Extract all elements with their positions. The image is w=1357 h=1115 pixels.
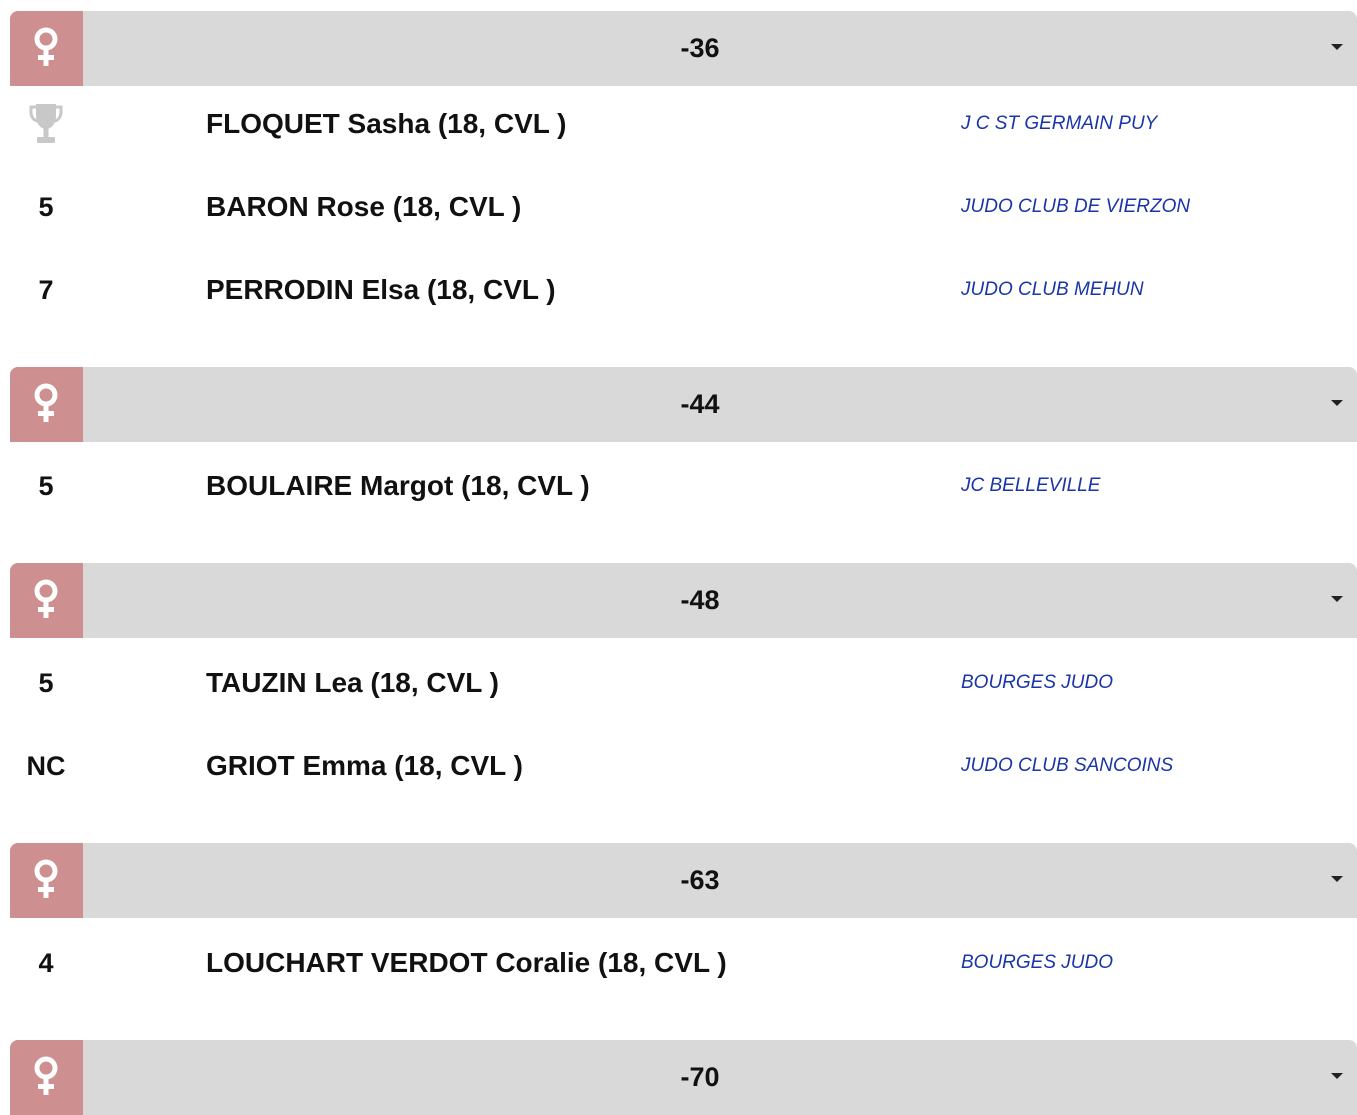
club-name: JUDO CLUB SANCOINS <box>961 755 1174 776</box>
result-row <box>0 177 1357 237</box>
result-row <box>0 933 1357 993</box>
club-name: JUDO CLUB MEHUN <box>961 279 1144 300</box>
athlete-name: GRIOT Emma (18, CVL ) <box>206 750 523 781</box>
result-row <box>0 653 1357 713</box>
athlete-name: BOULAIRE Margot (18, CVL ) <box>206 470 590 501</box>
female-icon <box>32 1055 60 1101</box>
caret-down-icon[interactable] <box>1331 400 1343 406</box>
female-tab <box>10 563 83 638</box>
category-title: -36 <box>680 33 720 63</box>
caret-down-icon[interactable] <box>1331 44 1343 50</box>
rank-cell: 5 <box>38 470 54 501</box>
caret-down-icon[interactable] <box>1331 876 1343 882</box>
athlete-name: PERRODIN Elsa (18, CVL ) <box>206 274 556 305</box>
caret-down-icon[interactable] <box>1331 596 1343 602</box>
category-header[interactable] <box>10 1040 1357 1115</box>
club-name: JUDO CLUB DE VIERZON <box>961 196 1191 217</box>
club-name: BOURGES JUDO <box>961 672 1114 693</box>
result-row <box>0 94 1357 154</box>
rank-cell: 4 <box>38 947 54 978</box>
result-row <box>0 456 1357 516</box>
rank-cell: 5 <box>38 667 54 698</box>
club-name: BOURGES JUDO <box>961 952 1114 973</box>
rank-cell: 5 <box>38 191 54 222</box>
category-title: -70 <box>680 1062 720 1092</box>
club-name: JC BELLEVILLE <box>961 475 1101 496</box>
athlete-name: FLOQUET Sasha (18, CVL ) <box>206 108 567 139</box>
category-header[interactable] <box>10 843 1357 918</box>
female-tab <box>10 843 83 918</box>
rank-cell <box>0 94 92 154</box>
female-icon <box>32 382 60 428</box>
female-icon <box>32 858 60 904</box>
category-title: -63 <box>680 865 720 895</box>
result-row <box>0 260 1357 320</box>
category-header[interactable] <box>10 563 1357 638</box>
rank-cell: NC <box>26 750 66 781</box>
female-icon <box>32 578 60 624</box>
category-title: -48 <box>680 585 720 615</box>
category-header[interactable] <box>10 11 1357 86</box>
female-icon <box>32 26 60 72</box>
club-name: J C ST GERMAIN PUY <box>961 113 1158 134</box>
female-tab <box>10 1040 83 1115</box>
athlete-name: LOUCHART VERDOT Coralie (18, CVL ) <box>206 947 727 978</box>
female-tab <box>10 11 83 86</box>
female-tab <box>10 367 83 442</box>
rank-cell: 7 <box>38 274 54 305</box>
caret-down-icon[interactable] <box>1331 1073 1343 1079</box>
trophy-icon <box>29 102 63 146</box>
category-title: -44 <box>680 389 720 419</box>
category-header[interactable] <box>10 367 1357 442</box>
result-row <box>0 736 1357 796</box>
athlete-name: TAUZIN Lea (18, CVL ) <box>206 667 500 698</box>
athlete-name: BARON Rose (18, CVL ) <box>206 191 522 222</box>
